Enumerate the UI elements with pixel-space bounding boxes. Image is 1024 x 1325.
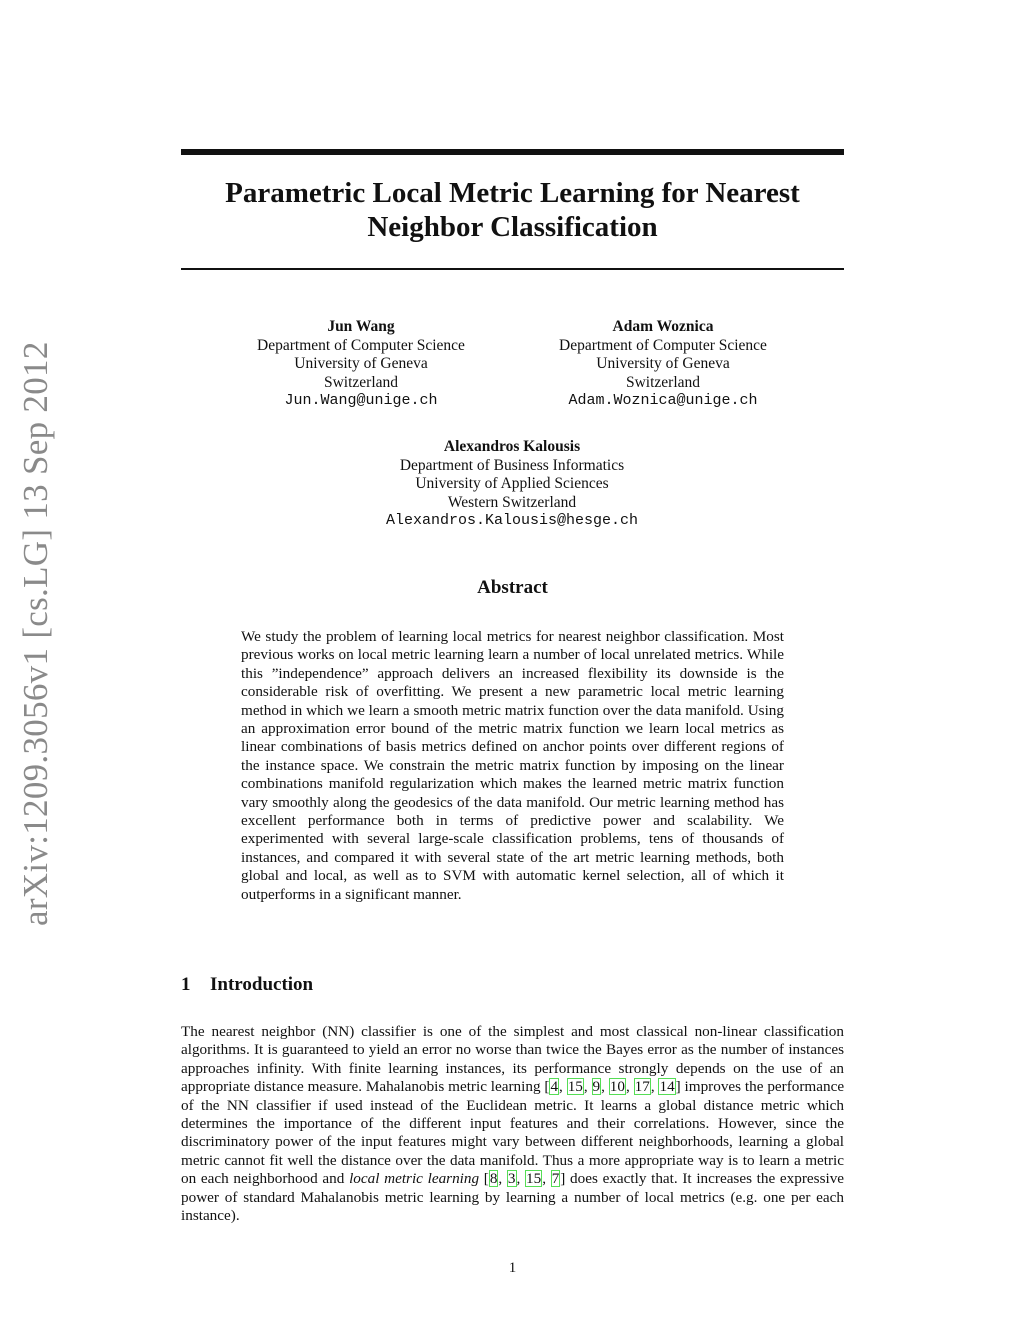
author-block-3	[362, 438, 662, 531]
citation-link[interactable]: 8	[489, 1170, 498, 1188]
author-department: Department of Computer Science	[257, 336, 465, 354]
section-heading-introduction	[181, 974, 313, 996]
paper-title-line-2: Neighbor Classification	[367, 211, 658, 243]
citation-link[interactable]: 4	[550, 1078, 559, 1096]
title-top-rule	[181, 149, 844, 155]
citation-link[interactable]: 14	[659, 1078, 675, 1096]
author-email: Alexandros.Kalousis@hesge.ch	[385, 512, 639, 529]
intro-emphasis: local metric learning	[349, 1170, 480, 1188]
intro-text-part-3: [	[479, 1170, 489, 1188]
author-name: Adam Woznica	[612, 318, 714, 335]
citation-link[interactable]: 3	[507, 1170, 516, 1188]
author-name: Alexandros Kalousis	[443, 438, 581, 455]
intro-text-part-2: ] improves the performance of the NN classifier if used instead of the Euclidean metric. It learns a global distance metric which determines the importance of the different input features and their correlations. However, since the discriminatory power of the input features might vary between different neighborhoods, learning a global metric cannot fit well the distance over the data manifold. Thus a more appropriate way is to learn a metric on each neighborhood and	[181, 1078, 845, 1188]
intro-text-part-1: The nearest neighbor (NN) classifier is one of the simplest and most classical non-linear classification algorithms. It is guaranteed to yield an error no worse than twice the Bayes error as the number of instances approaches infinity. With finite learning instances, its performance strongly depends on the use of an appropriate distance measure. Mahalanobis metric learning [	[181, 1023, 844, 1096]
arxiv-identifier-stamp: arXiv:1209.3056v1 [cs.LG] 13 Sep 2012	[16, 341, 55, 926]
author-name: Jun Wang	[327, 318, 395, 335]
citation-link[interactable]: 10	[609, 1078, 625, 1096]
author-email: Adam.Woznica@unige.ch	[568, 392, 758, 409]
author-location: Switzerland	[323, 373, 399, 391]
author-email: Jun.Wang@unige.ch	[284, 392, 438, 409]
author-institution: University of Geneva	[596, 355, 730, 372]
author-department: Department of Computer Science	[559, 336, 767, 354]
section-title: Introduction	[210, 974, 314, 995]
title-bottom-rule	[181, 268, 844, 270]
author-institution: University of Applied Sciences	[415, 475, 609, 492]
paper-title	[181, 176, 844, 244]
author-department: Department of Business Informatics	[399, 456, 625, 474]
section-number: 1	[181, 974, 191, 995]
abstract-text: We study the problem of learning local metrics for nearest neighbor classification. Most previous works on local metric learning learn a number of local unrelated metrics. While this ”independence” approach delivers an increased flexibility its downside is the considerable risk of overfitting. We present a new parametric local metric learning method in which we learn a smooth metric matrix function over the data manifold. Using an approximation error bound of the metric matrix function we learn local metrics as linear combinations of basis metrics defined on anchor points over different regions of the instance space. We constrain the metric matrix function by imposing on the linear combinations manifold regularization which makes the learned metric matrix function vary smoothly along the geodesics of the data manifold. Our metric learning method has excellent performance both in terms of predictive power and scalability. We experimented with several large-scale classification problems, tens of thousands of instances, and compared it with several state of the art metric learning methods, both global and local, as well as to SVM with automatic kernel selection, all of which it outperforms in a significant manner.	[241, 628, 784, 903]
citation-link[interactable]: 9	[592, 1078, 601, 1096]
author-block-1	[240, 318, 482, 411]
author-block-2	[542, 318, 784, 411]
author-location: Switzerland	[625, 373, 701, 391]
author-location: Western Switzerland	[447, 493, 577, 511]
introduction-paragraph: The nearest neighbor (NN) classifier is one of the simplest and most classical non-linear classification algorithms. It is guaranteed to yield an error no worse than twice the Bayes error as the number of instances approaches infinity. With finite learning instances, its performance strongly depends on the use of an appropriate distance measure. Mahalanobis metric learning [4, 15, 9, 10, 17, 14] improves the performance of the NN classifier if used instead of the Euclidean metric. It learns a global distance metric which determines the importance of the different input features and their correlations. However, since the discriminatory power of the input features might vary between different neighborhoods, learning a global metric cannot fit well the distance over the data manifold. Thus a more appropriate way is to learn a metric on each neighborhood and local metric learning [8, 3, 15, 7] does exactly that. It increases the expressive power of standard Mahalanobis metric learning by learning a number of local metrics (e.g. one per each instance).	[181, 1023, 845, 1225]
citation-link[interactable]: 15	[526, 1170, 542, 1188]
intro-text-part-4: ] does exactly that. It increases the expressive power of standard Mahalanobis metric learning by learning a number of local metrics (e.g. one per each instance).	[181, 1170, 845, 1225]
paper-title-line-1: Parametric Local Metric Learning for Nearest	[225, 177, 800, 209]
author-institution: University of Geneva	[294, 355, 428, 372]
citation-link[interactable]: 17	[634, 1078, 650, 1096]
page-number: 1	[508, 1260, 517, 1276]
citation-link[interactable]: 15	[567, 1078, 583, 1096]
abstract-heading: Abstract	[477, 577, 548, 598]
citation-link[interactable]: 7	[551, 1170, 560, 1188]
